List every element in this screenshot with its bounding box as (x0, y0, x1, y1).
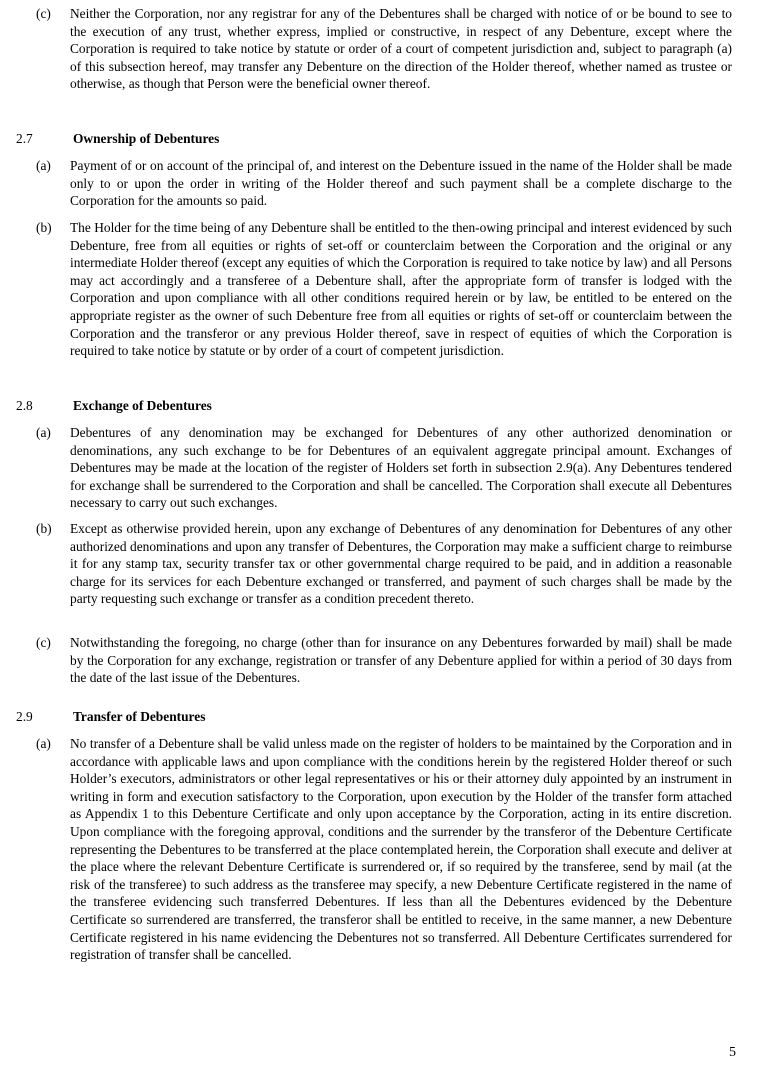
paragraph-label: (a) (36, 736, 51, 751)
paragraph-text: The Holder for the time being of any Debenture shall be entitled to the then-owing principal and interest evidenced by such Debenture, free from all equities or rights of set-off or counterclaim between the Corporation and the original or any intermediate Holder thereof (except any equities of which the Corporation is required to take notice by law) and all Persons may act accordingly and a transferee of a Debenture shall, after the appropriate form of transfer is lodged with the Corporation and upon compliance with all other conditions required herein or by law, be entitled to be entered on the appropriate register as the owner of such Debenture free from all equities or rights of set-off or counterclaim between the Corporation and the transferor or any previous Holder thereof, save in respect of equities of which the Corporation is required to take notice by statute or by order of a court of competent jurisdiction. (70, 220, 732, 359)
paragraph-label: (b) (36, 521, 52, 536)
paragraph-label: (a) (36, 425, 51, 440)
paragraph-label: (c) (36, 6, 51, 21)
section-number: 2.7 (16, 131, 33, 146)
section-number: 2.9 (16, 709, 33, 724)
paragraph-text: No transfer of a Debenture shall be valid unless made on the register of holders to be maintained by the Corporation and in accordance with applicable laws and upon compliance with the conditions herein by the registered Holder thereof or such Holder’s executors, administrators or other legal representatives or his or their attorney duly appointed by an instrument in writing in form and execution satisfactory to the Corporation, upon execution by the Holder of the transfer form attached as Appendix 1 to this Debenture Certificate and only upon acceptance by the Corporation, acting in its entire discretion. Upon compliance with the foregoing approval, conditions and the surrender by the transferor of the Debenture Certificate representing the Debentures to be transferred at the place contemplated herein, the Corporation shall execute and deliver at the place where the relevant Debenture Certificate is surrendered or, if so required by the transferee, send by mail (at the risk of the transferee) to such address as the transferee may specify, a new Debenture Certificate registered in the name of the transferee evidencing such transferred Debentures. If less than all the Debentures evidenced by the Debenture Certificate so surrendered are transferred, the transferor shall be entitled to receive, in the same manner, a new Debenture Certificate registered in his name evidencing the Debentures not so transferred. All Debenture Certificates surrendered for registration of transfer shall be cancelled. (70, 736, 732, 963)
paragraph-label: (b) (36, 220, 52, 235)
paragraph-label: (c) (36, 635, 51, 650)
paragraph-text: Except as otherwise provided herein, upon any exchange of Debentures of any denomination for Debentures of any other authorized denominations and upon any transfer of Debentures, the Corporation may make a sufficient charge to reimburse it for any stamp tax, security transfer tax or other governmental charge required to be paid, and in addition a reasonable charge for its services for each Debenture exchanged or transferred, and payment of such charges shall be made by the party requesting such exchange or transfer as a condition precedent thereto. (70, 521, 732, 607)
section-title: Ownership of Debentures (73, 131, 220, 146)
paragraph-text: Notwithstanding the foregoing, no charge (other than for insurance on any Debentures forwarded by mail) shall be made by the Corporation for any exchange, registration or transfer of any Debenture applied for within a period of 30 days from the date of the last issue of the Debentures. (70, 635, 732, 686)
page-number: 5 (729, 1045, 736, 1060)
paragraph-text: Debentures of any denomination may be exchanged for Debentures of any other authorized denomination or denominations, any such exchange to be for Debentures of an equivalent aggregate principal amount. Exchanges of Debentures may be made at the location of the register of Holders set forth in subsection 2.9(a). Any Debentures tendered for exchange shall be surrendered to the Corporation and shall be cancelled. The Corporation shall execute all Debentures necessary to carry out such exchanges. (70, 425, 732, 511)
paragraph-label: (a) (36, 158, 51, 173)
section-title: Exchange of Debentures (73, 398, 212, 413)
section-title: Transfer of Debentures (73, 709, 206, 724)
section-number: 2.8 (16, 398, 33, 413)
paragraph-text: Neither the Corporation, nor any registrar for any of the Debentures shall be charged with notice of or be bound to see to the execution of any trust, whether express, implied or constructive, in respect of any Debenture, except where the Corporation is required to take notice by statute or order of a court of competent jurisdiction and, subject to paragraph (a) of this subsection hereof, may transfer any Debenture on the direction of the Holder thereof, whether named as trustee or otherwise, as though that Person were the beneficial owner thereof. (70, 6, 732, 92)
paragraph-text: Payment of or on account of the principal of, and interest on the Debenture issued in the name of the Holder shall be made only to or upon the order in writing of the Holder thereof and such payment shall be a complete discharge to the Corporation for the amounts so paid. (70, 158, 732, 209)
